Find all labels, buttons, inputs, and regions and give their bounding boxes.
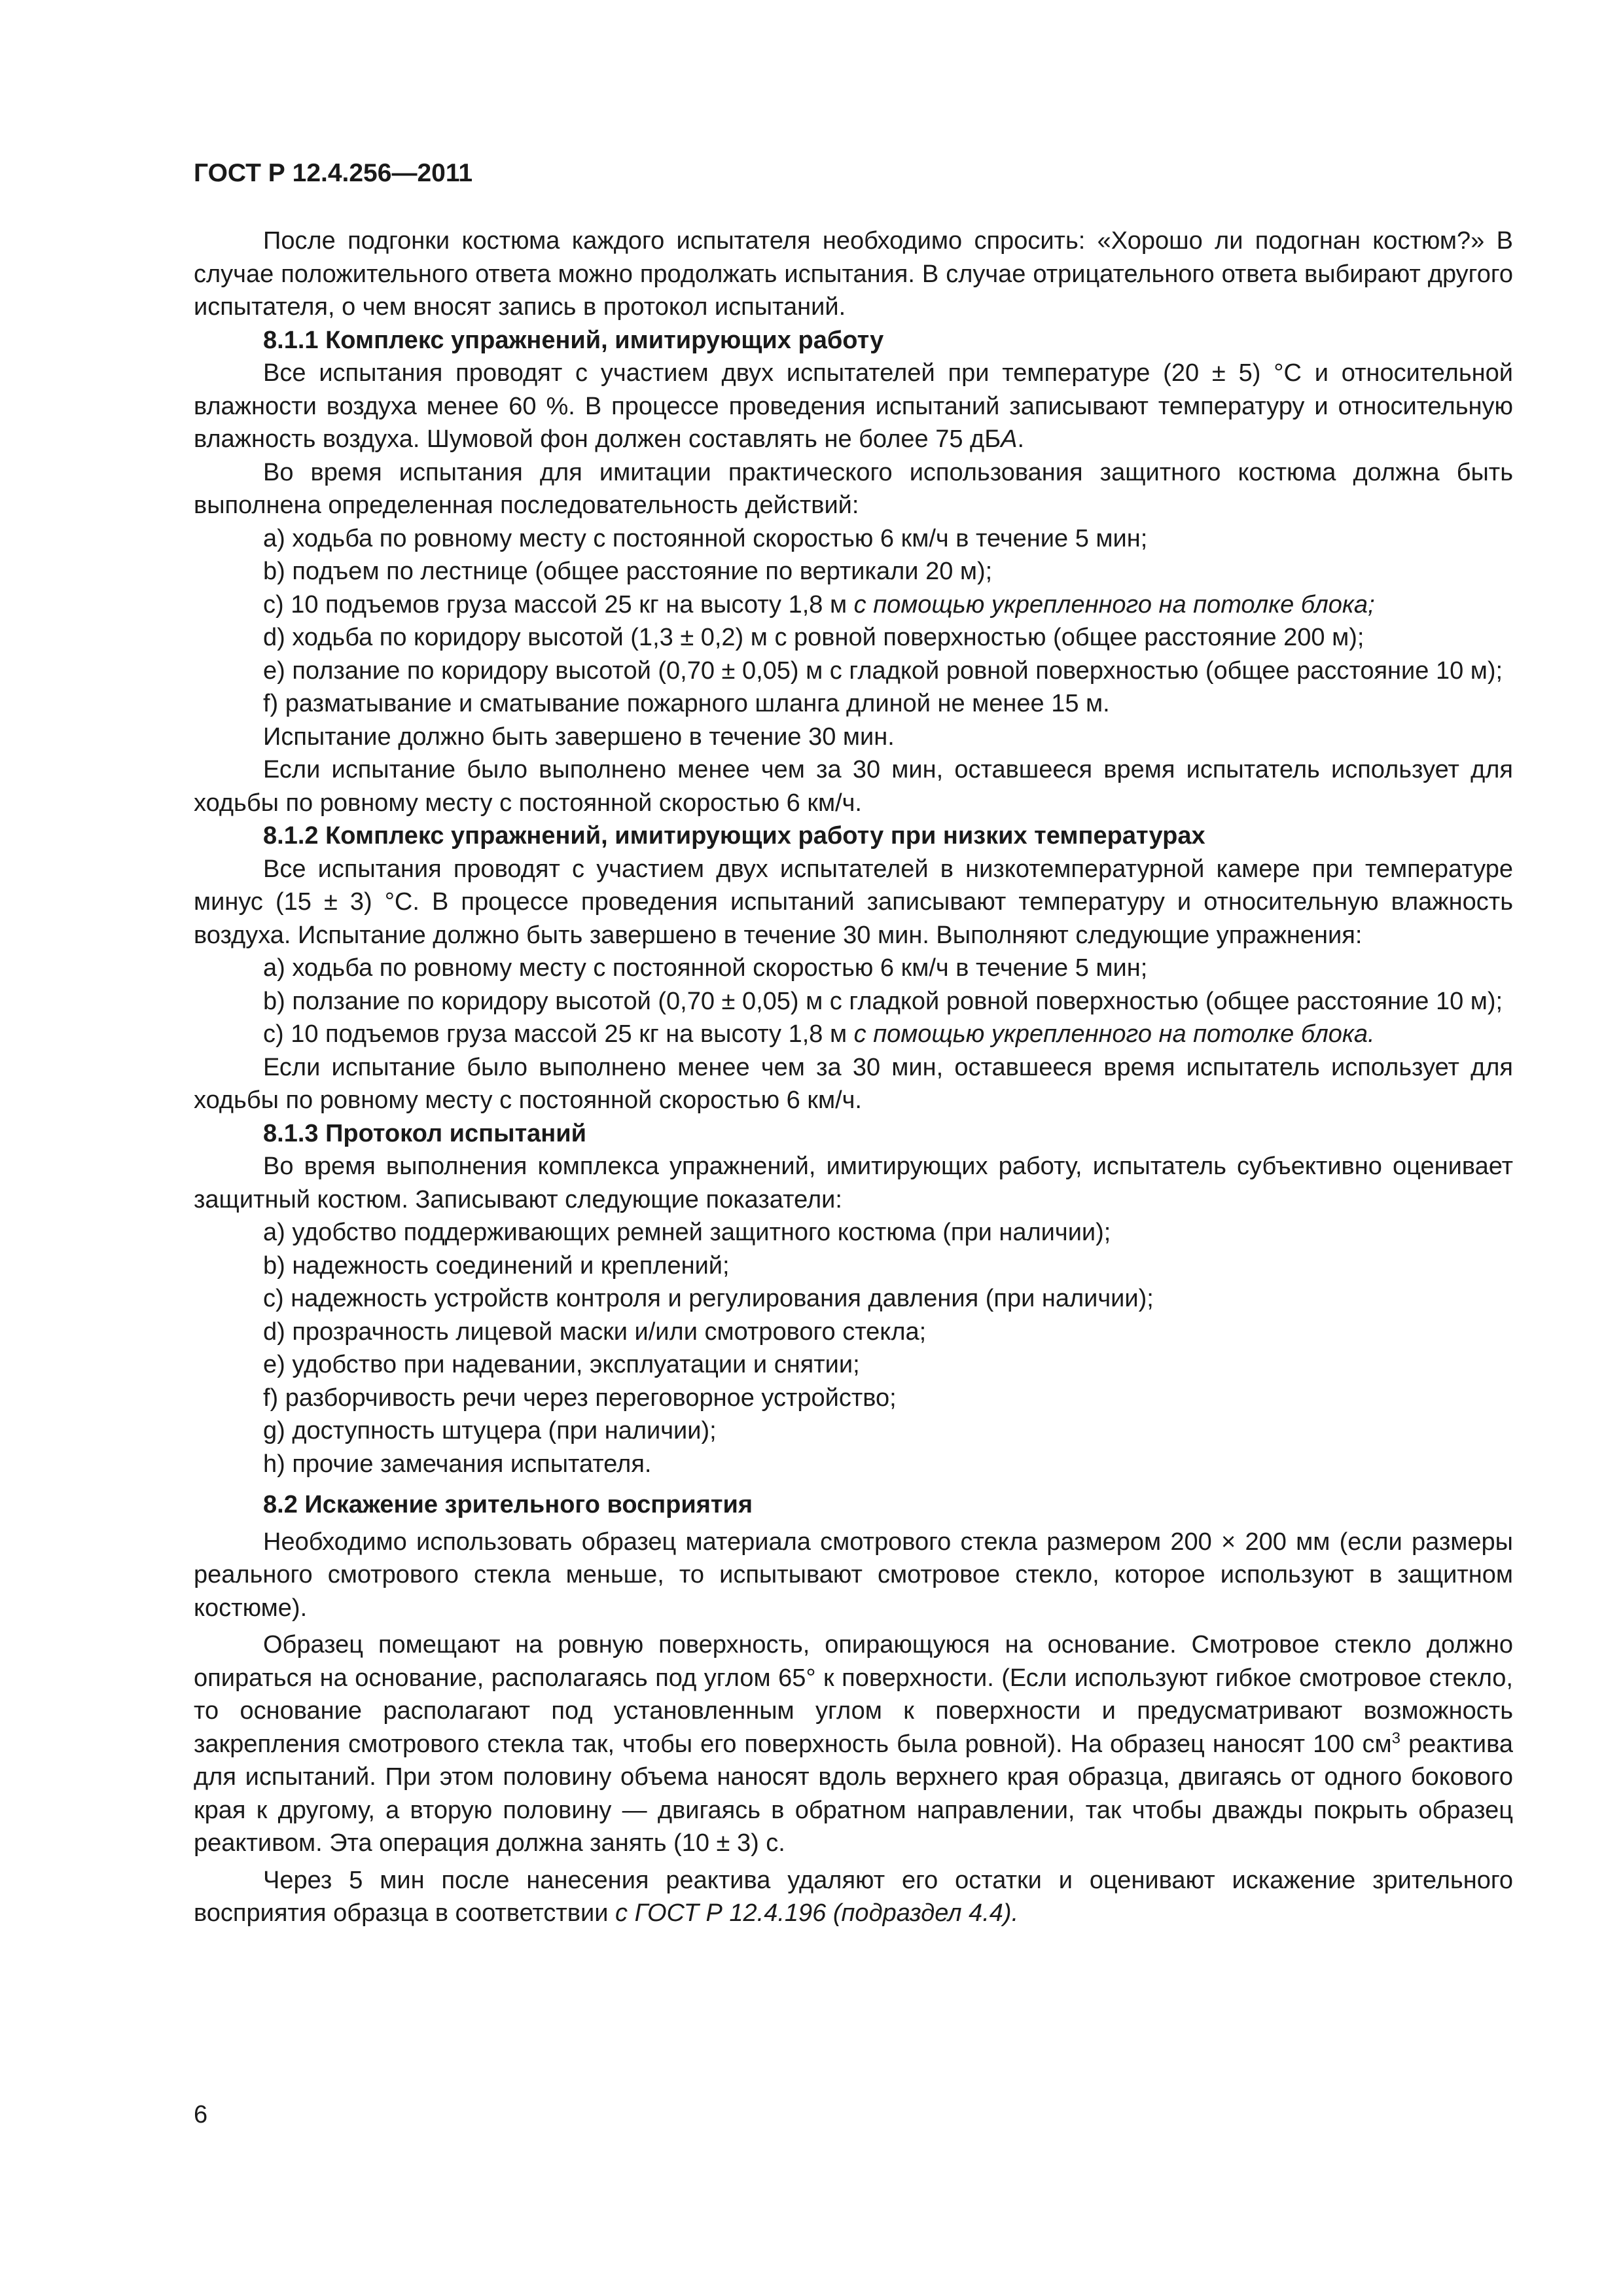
list-item: a) удобство поддерживающих ремней защитного костюма (при наличии); — [263, 1219, 1111, 1246]
list-item: d) прозрачность лицевой маски и/или смотрового стекла; — [263, 1318, 927, 1346]
list-item: b) подъем по лестнице (общее расстояние по вертикали 20 м); — [263, 558, 993, 585]
section-8-1-1-paragraph-4: Если испытание было выполнено менее чем за 30 мин, оставшееся время испытатель использует для ходьбы по ровному месту с постоянной скоростью 6 км/ч. — [194, 756, 1513, 817]
list-item: e) ползание по коридору высотой (0,70 ± 0,05) м с гладкой ровной поверхностью (общее расстояние 10 м); — [263, 656, 1503, 685]
section-8-1-1-paragraph-2: Во время испытания для имитации практического использования защитного костюма должна быть выполнена определенная последовательность действий: — [194, 458, 1513, 519]
section-8-2-paragraph-1: Необходимо использовать образец материала смотрового стекла размером 200 × 200 мм (если размеры реального смотрового стекла меньше, то испытывают смотровое стекло, которое используют в защитном костюме). — [194, 1528, 1513, 1622]
section-8-1-2-title: 8.1.2 Комплекс упражнений, имитирующих работу при низких температурах — [263, 822, 1205, 850]
section-8-1-3-title: 8.1.3 Протокол испытаний — [263, 1119, 586, 1147]
list-item: c) надежность устройств контроля и регулирования давления (при наличии); — [263, 1285, 1154, 1312]
intro-paragraph: После подгонки костюма каждого испытателя необходимо спросить: «Хорошо ли подогнан костюм?» В случае положительного ответа можно продолжать испытания. В случае отрицательного ответа выбирают другого испытателя, о чем вносят запись в протокол испытаний. — [194, 227, 1513, 321]
list-item: f) разматывание и сматывание пожарного шланга длиной не менее 15 м. — [263, 690, 1110, 717]
section-8-1-3-paragraph-1: Во время выполнения комплекса упражнений, имитирующих работу, испытатель субъективно оценивает защитный костюм. Записывают следующие показатели: — [194, 1153, 1513, 1213]
document-body — [194, 224, 1513, 1930]
section-8-1-1-title: 8.1.1 Комплекс упражнений, имитирующих работу — [263, 326, 884, 354]
section-8-1-2-paragraph-2: Если испытание было выполнено менее чем за 30 мин, оставшееся время испытатель использует для ходьбы по ровному месту с постоянной скоростью 6 км/ч. — [194, 1053, 1513, 1114]
list-item: c) 10 подъемов груза массой 25 кг на высоту 1,8 м с помощью укрепленного на потолке блока; — [263, 590, 1375, 619]
list-item: g) доступность штуцера (при наличии); — [263, 1417, 717, 1444]
list-item: d) ходьба по коридору высотой (1,3 ± 0,2) м с ровной поверхностью (общее расстояние 200 м); — [263, 624, 1364, 651]
list-item: e) удобство при надевании, эксплуатации и снятии; — [263, 1351, 860, 1378]
document-header: ГОСТ Р 12.4.256—2011 — [194, 159, 473, 187]
list-item: a) ходьба по ровному месту с постоянной скоростью 6 км/ч в течение 5 мин; — [263, 954, 1148, 982]
section-8-1-1-paragraph-3: Испытание должно быть завершено в течение 30 мин. — [263, 723, 895, 751]
section-8-2-paragraph-3: Через 5 мин после нанесения реактива удаляют его остатки и оценивают искажение зрительного восприятия образца в соответствии с ГОСТ Р 12.4.196 (подраздел 4.4). — [194, 1866, 1513, 1927]
section-8-2-paragraph-2: Образец помещают на ровную поверхность, опирающуюся на основание. Смотровое стекло должно опираться на основание, располагаясь под углом 65° к поверхности. (Если используют гибкое смотровое стекло, то основание располагают под установленным углом к поверхности и предусматривают возможность закрепления смотрового стекла так, чтобы его поверхность была ровной). На образец наносят 100 $см^3$ реактива для испытаний. При этом половину объема наносят вдоль верхнего края образца, двигаясь от одного бокового края к другому, а вторую половину — двигаясь в обратном направлении, так чтобы дважды покрыть образец реактивом. Эта операция должна занять (10 ± 3) с. — [194, 1631, 1513, 1857]
list-item: b) надежность соединений и креплений; — [263, 1251, 730, 1280]
section-8-1-1-paragraph-1: Все испытания проводят с участием двух испытателей при температуре (20 ± 5) °С и относительной влажности воздуха менее 60 %. В процессе проведения испытаний записывают температуру и относительную влажность воздуха. Шумовой фон должен составлять не более 75 дБА. — [194, 359, 1513, 453]
section-8-2-title: 8.2 Искажение зрительного восприятия — [263, 1491, 753, 1518]
list-item: b) ползание по коридору высотой (0,70 ± 0,05) м с гладкой ровной поверхностью (общее расстояние 10 м); — [263, 987, 1503, 1015]
list-item: c) 10 подъемов груза массой 25 кг на высоту 1,8 м с помощью укрепленного на потолке блока. — [263, 1020, 1375, 1048]
section-8-1-2-paragraph-1: Все испытания проводят с участием двух испытателей в низкотемпературной камере при температуре минус (15 ± 3) °С. В процессе проведения испытаний записывают температуру и относительную влажность воздуха. Испытание должно быть завершено в течение 30 мин. Выполняют следующие упражнения: — [194, 855, 1513, 949]
list-item: f) разборчивость речи через переговорное устройство; — [263, 1384, 897, 1412]
list-item: h) прочие замечания испытателя. — [263, 1450, 652, 1478]
list-item: a) ходьба по ровному месту с постоянной скоростью 6 км/ч в течение 5 мин; — [263, 524, 1148, 552]
page-number: 6 — [194, 2101, 208, 2128]
